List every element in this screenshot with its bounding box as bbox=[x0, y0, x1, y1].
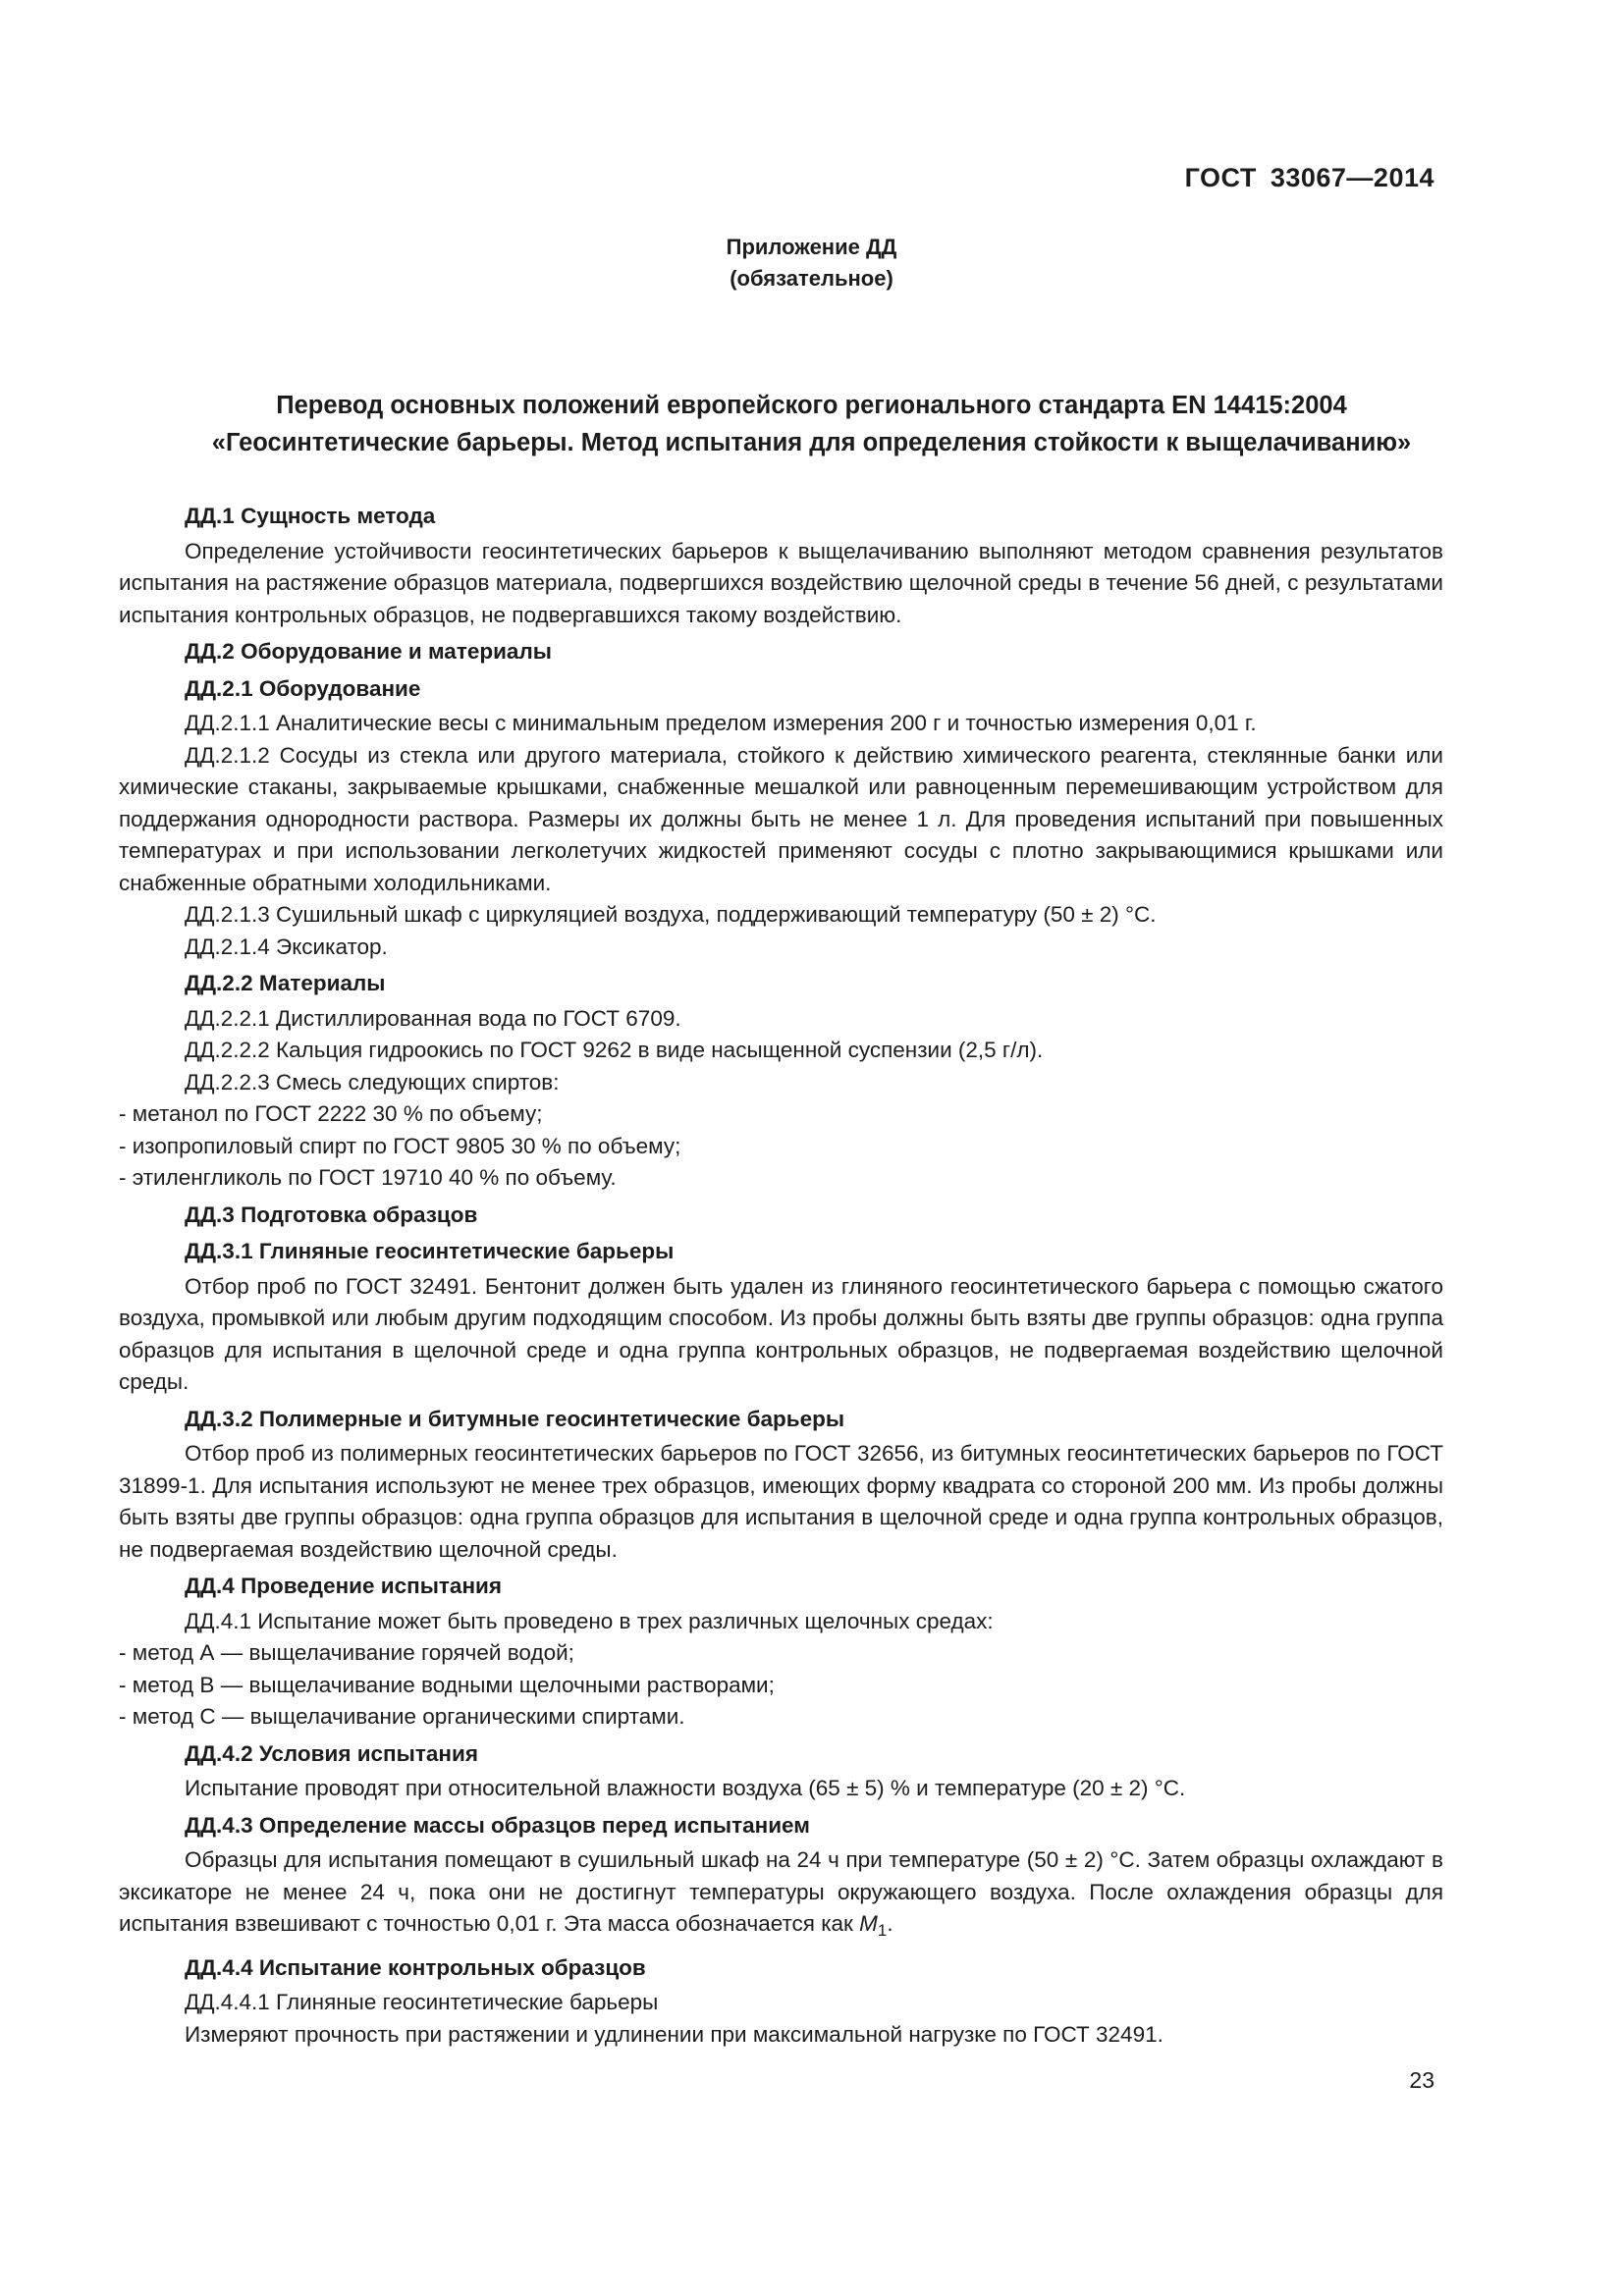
subsection-heading: ДД.2.2 Материалы bbox=[185, 971, 386, 995]
paragraph: Испытание проводят при относительной влажности воздуха (65 ± 5) % и температуре (20 ± 2) °С. bbox=[185, 1776, 1186, 1800]
list-item: - метод С — выщелачивание органическими спиртами. bbox=[119, 1704, 685, 1729]
document-title bbox=[98, 387, 1525, 461]
standard-header bbox=[1185, 163, 1434, 193]
clause: ДД.2.1.2 Сосуды из стекла или другого материала, стойкого к действию химического реагента, стеклянные банки или химические стаканы, закрываемые крышками, снабженные мешалкой или равноценным перемешивающим устройством для поддержания однородности раствора. Размеры их должны быть не менее 1 л. Для проведения испытаний при повышенных температурах и при использовании легколетучих жидкостей применяют сосуды с плотно закрывающимися крышками или снабженные обратными холодильниками. bbox=[119, 742, 1443, 895]
clause: ДД.2.1.3 Сушильный шкаф с циркуляцией воздуха, поддерживающий температуру (50 ± 2) °С. bbox=[185, 902, 1157, 927]
mass-symbol: M bbox=[859, 1911, 878, 1936]
subsection-heading: ДД.4.4 Испытание контрольных образцов bbox=[185, 1954, 646, 1980]
standard-prefix: ГОСТ bbox=[1184, 163, 1257, 192]
mass-period: . bbox=[887, 1911, 893, 1936]
document-body bbox=[119, 496, 1443, 2051]
subsection-heading: ДД.3.2 Полимерные и битумные геосинтетические барьеры bbox=[185, 1406, 845, 1431]
clause: ДД.4.4.1 Глиняные геосинтетические барьеры bbox=[185, 1990, 659, 2015]
annex-heading bbox=[0, 232, 1623, 294]
standard-number: 33067—2014 bbox=[1270, 163, 1434, 192]
section-heading: ДД.1 Сущность метода bbox=[185, 504, 436, 528]
annex-status: (обязательное) bbox=[730, 266, 893, 291]
paragraph: Измеряют прочность при растяжении и удлинении при максимальной нагрузке по ГОСТ 32491. bbox=[185, 2021, 1163, 2047]
list-item: - метод В — выщелачивание водными щелочными растворами; bbox=[119, 1672, 775, 1697]
paragraph: Отбор проб по ГОСТ 32491. Бентонит должен быть удален из глиняного геосинтетического барьера с помощью сжатого воздуха, промывкой или любым другим подходящим способом. Из пробы должны быть взяты две группы образцов: одна группа образцов для испытания в щелочной среде и одна группа контрольных образцов, не подвергаемая воздействию щелочной среды. bbox=[119, 1273, 1443, 1394]
mass-subscript: 1 bbox=[877, 1921, 888, 1941]
clause: ДД.2.2.3 Смесь следующих спиртов: bbox=[185, 1069, 560, 1095]
subsection-heading: ДД.2.1 Оборудование bbox=[185, 675, 421, 701]
clause: ДД.2.1.4 Эксикатор. bbox=[185, 934, 388, 959]
paragraph: Отбор проб из полимерных геосинтетических барьеров по ГОСТ 32656, из битумных геосинтетических барьеров по ГОСТ 31899-1. Для испытания используют не менее трех образцов, имеющих форму квадрата со стороной 200 мм. Из пробы должны быть взяты две группы образцов: одна группа образцов для испытания в щелочной среде и одна группа контрольных образцов, не подвергаемая воздействию щелочной среды. bbox=[119, 1441, 1443, 1562]
clause: ДД.2.2.1 Дистиллированная вода по ГОСТ 6709. bbox=[185, 1005, 681, 1031]
section-heading: ДД.4 Проведение испытания bbox=[185, 1574, 502, 1598]
page-number: 23 bbox=[1409, 2067, 1434, 2093]
subsection-heading: ДД.4.2 Условия испытания bbox=[185, 1740, 478, 1766]
paragraph bbox=[119, 1844, 1443, 1948]
section-heading: ДД.2 Оборудование и материалы bbox=[185, 639, 552, 664]
section-heading: ДД.3 Подготовка образцов bbox=[185, 1201, 478, 1227]
title-line-1: Перевод основных положений европейского регионального стандарта EN 14415:2004 bbox=[276, 392, 1347, 419]
clause: ДД.4.1 Испытание может быть проведено в трех различных щелочных средах: bbox=[185, 1608, 994, 1633]
mass-text: Образцы для испытания помещают в сушильный шкаф на 24 ч при температуре (50 ± 2) °С. Затем образцы охлаждают в эксикаторе не менее 24 ч, пока они не достигнут температуры окружающего воздуха. После охлаждения образцы для испытания взвешивают с точностью 0,01 г. Эта масса обозначается как bbox=[119, 1847, 1443, 1936]
paragraph: Определение устойчивости геосинтетических барьеров к выщелачиванию выполняют методом сравнения результатов испытания на растяжение образцов материала, подвергшихся воздействию щелочной среды в течение 56 дней, с результатами испытания контрольных образцов, не подвергавшихся такому воздействию. bbox=[119, 538, 1443, 627]
list-item: - метод А — выщелачивание горячей водой; bbox=[119, 1640, 574, 1665]
title-line-2: «Геосинтетические барьеры. Метод испытания для определения стойкости к выщелачиванию» bbox=[211, 429, 1412, 456]
list-item: - изопропиловый спирт по ГОСТ 9805 30 % по объему; bbox=[119, 1133, 681, 1158]
clause: ДД.2.2.2 Кальция гидроокись по ГОСТ 9262 в виде насыщенной суспензии (2,5 г/л). bbox=[185, 1038, 1044, 1062]
subsection-heading: ДД.4.3 Определение массы образцов перед испытанием bbox=[185, 1812, 810, 1838]
clause: ДД.2.1.1 Аналитические весы с минимальным пределом измерения 200 г и точностью измерения 0,01 г. bbox=[185, 711, 1257, 735]
list-item: - метанол по ГОСТ 2222 30 % по объему; bbox=[119, 1101, 543, 1126]
list-item: - этиленгликоль по ГОСТ 19710 40 % по объему. bbox=[119, 1165, 617, 1190]
subsection-heading: ДД.3.1 Глиняные геосинтетические барьеры bbox=[185, 1239, 675, 1263]
annex-title: Приложение ДД bbox=[726, 235, 897, 259]
